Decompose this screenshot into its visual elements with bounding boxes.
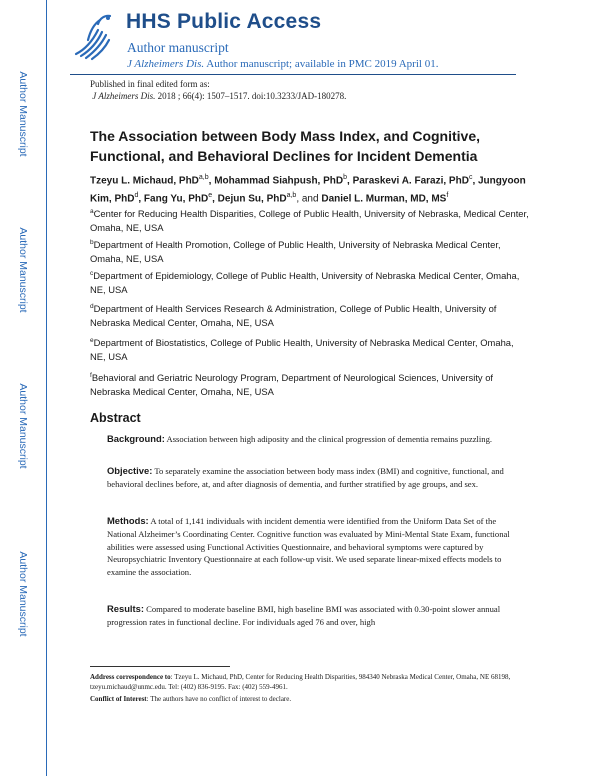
affiliation-marker: a — [90, 208, 94, 215]
sidebar-label: Author Manuscript — [17, 383, 29, 469]
abstract-section-text: To separately examine the association between body mass index (BMI) and cognitive, functional, and behavioral declines before, at, and after diagnosis of dementia, and further stratified by age groups, and sex. — [107, 466, 504, 489]
author-manuscript-subtitle: Author manuscript — [127, 40, 229, 55]
sidebar-divider — [46, 0, 47, 776]
affiliation-marker: d — [90, 303, 94, 310]
footnote-rule — [90, 666, 230, 667]
citation-details: 2018 ; 66(4): 1507–1517. doi:10.3233/JAD-180278. — [155, 91, 347, 101]
hhs-public-access-title: HHS Public Access — [126, 10, 322, 33]
author-separator: , and — [296, 193, 322, 205]
author-separator: , — [138, 193, 144, 205]
author-separator: , — [347, 175, 353, 187]
author-name: Paraskevi A. Farazi, PhD — [352, 175, 469, 187]
author-name: Tzeyu L. Michaud, PhD — [90, 175, 199, 187]
author-name: Dejun Su, PhD — [217, 193, 287, 205]
author-name: Jungyoon Kim, PhD — [90, 175, 526, 205]
affiliation-c — [90, 267, 530, 296]
affiliation-marker: f — [90, 372, 92, 379]
hhs-eagle-logo-icon — [70, 10, 114, 62]
affiliation-f — [90, 369, 530, 398]
author-affiliation-marker: a,b — [198, 174, 209, 181]
citation-journal: J Alzheimers Dis. — [92, 91, 156, 101]
author-affiliation-marker: e — [208, 192, 213, 200]
abstract-background — [107, 433, 517, 446]
publication-info — [90, 78, 346, 102]
author-affiliation-marker: c — [468, 174, 473, 181]
conflict-footnote — [90, 694, 520, 704]
author-name: Fang Yu, PhD — [143, 193, 209, 205]
abstract-heading: Abstract — [90, 411, 141, 425]
author-affiliation-marker: f — [446, 192, 449, 200]
availability-text: Author manuscript; available in PMC 2019 April 01. — [204, 58, 439, 70]
conflict-label: Conflict of Interest — [90, 695, 147, 703]
affiliation-marker: c — [90, 270, 94, 277]
abstract-section-text: Association between high adiposity and the clinical progression of dementia remains puzzling. — [164, 434, 493, 444]
abstract-section-text: A total of 1,141 individuals with incident dementia were identified from the Uniform Data Set of the National Alzheimer’s Coordinating Center. Cognitive function was evaluated by Mini-Mental State Exam, functional abilities were assessed using Functional Activities Questionnaire, and behavioral symptoms were captured by Neuropsychiatric Inventory Questionnaire at each follow-up visit. We used separate linear-mixed effects models to examine the association. — [107, 516, 510, 578]
abstract-section-label: Objective: — [107, 465, 153, 476]
journal-availability — [127, 58, 438, 70]
abstract-section-text: Compared to moderate baseline BMI, high baseline BMI was associated with 0.30-point slower annual progression rates in functional decline. For individuals aged 76 and over, high — [107, 604, 501, 627]
address-footnote — [90, 672, 520, 692]
affiliation-d — [90, 300, 530, 329]
affiliation-text: Department of Health Services Research & Administration, College of Public Health, University of Nebraska Medical Center, Omaha, NE, USA — [90, 303, 497, 328]
address-text: : Tzeyu L. Michaud, PhD, Center for Reducing Health Disparities, 984340 Nebraska Medical Center, Omaha, NE 68198, tzeyu.michaud@unmc.edu. Tel: (402) 836-9195. Fax: (402) 559-4961. — [90, 673, 511, 691]
abstract-objective — [107, 465, 517, 491]
sidebar-label: Author Manuscript — [17, 227, 29, 313]
author-affiliation-marker: d — [134, 192, 139, 200]
published-label: Published in final edited form as: — [90, 79, 210, 89]
affiliation-a — [90, 205, 530, 234]
author-separator: , — [212, 193, 218, 205]
affiliation-marker: e — [90, 337, 94, 344]
sidebar-label: Author Manuscript — [17, 551, 29, 637]
affiliation-text: Department of Epidemiology, College of Public Health, University of Nebraska Medical Center, Omaha, NE, USA — [90, 270, 520, 295]
abstract-methods — [107, 515, 517, 579]
author-name: Daniel L. Murman, MD, MS — [321, 193, 447, 205]
affiliation-text: Department of Health Promotion, College of Public Health, University of Nebraska Medical Center, Omaha, NE, USA — [90, 239, 501, 264]
author-separator: , — [472, 175, 478, 187]
conflict-text: : The authors have no conflict of interest to declare. — [146, 695, 292, 703]
affiliation-e — [90, 334, 530, 363]
author-affiliation-marker: b — [343, 174, 348, 181]
author-affiliation-marker: a,b — [286, 192, 297, 200]
affiliation-text: Center for Reducing Health Disparities, College of Public Health, University of Nebraska, Medical Center, Omaha, NE, USA — [90, 208, 529, 233]
journal-name: J Alzheimers Dis. — [127, 58, 205, 70]
abstract-section-label: Background: — [107, 433, 165, 444]
affiliation-marker: b — [90, 239, 94, 246]
author-separator: , — [208, 175, 215, 187]
affiliation-text: Department of Biostatistics, College of Public Health, University of Nebraska Medical Center, Omaha, NE, USA — [90, 337, 514, 362]
citation — [90, 90, 346, 102]
address-label: Address correspondence to — [90, 673, 171, 681]
author-list — [90, 170, 530, 207]
abstract-section-label: Methods: — [107, 515, 149, 526]
sidebar-label: Author Manuscript — [17, 71, 29, 157]
affiliation-text: Behavioral and Geriatric Neurology Program, Department of Neurological Sciences, University of Nebraska Medical Center, Omaha, NE, USA — [90, 372, 494, 397]
article-title: The Association between Body Mass Index, and Cognitive, Functional, and Behavioral Declines for Incident Dementia — [90, 128, 480, 164]
author-manuscript-sidebar — [0, 0, 46, 776]
author-name: Mohammad Siahpush, PhD — [214, 175, 344, 187]
affiliation-b — [90, 236, 530, 265]
header-rule — [70, 74, 516, 75]
abstract-section-label: Results: — [107, 603, 144, 614]
abstract-results — [107, 603, 517, 629]
